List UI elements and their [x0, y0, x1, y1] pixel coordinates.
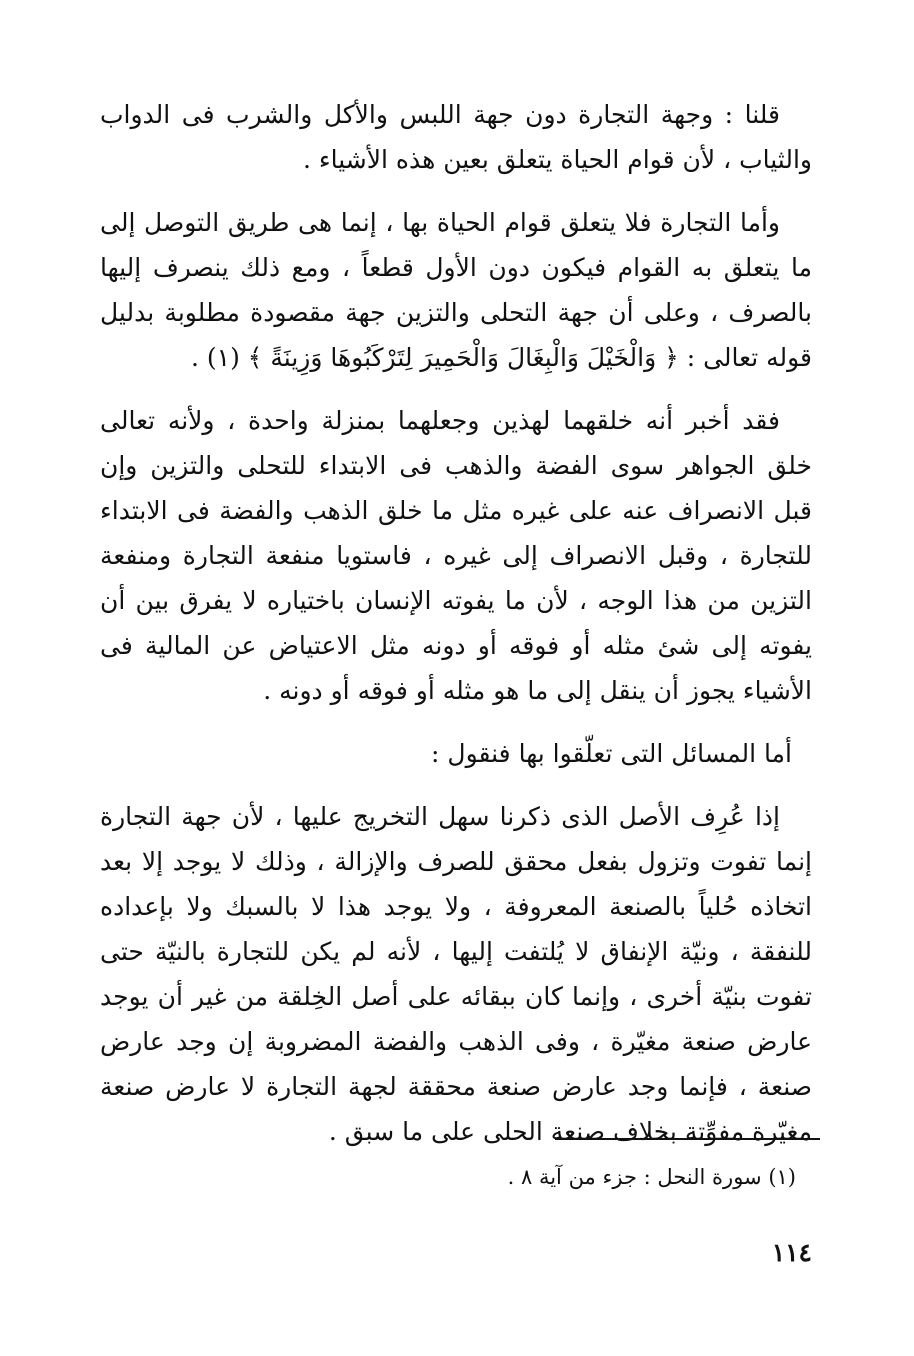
page-number: ١١٤ [771, 1238, 812, 1267]
body-text [100, 92, 812, 1172]
footnote-divider [555, 1138, 820, 1140]
paragraph-5: إذا عُرِف الأصل الذى ذكرنا سهل التخريج عليها ، لأن جهة التجارة إنما تفوت وتزول بفعل محقق للصرف والإزالة ، وذلك لا يوجد إلا بعد اتخاذه حُلياً بالصنعة المعروفة ، ولا يوجد هذا لا بالسبك ولا بإعداده للنفقة ، ونيّة الإنفاق لا يُلتفت إليها ، لأنه لم يكن للتجارة بالنيّة حتى تفوت بنيّة أخرى ، وإنما كان ببقائه على أصل الخِلقة من غير أن يوجد عارض صنعة مغيّرة ، وفى الذهب والفضة المضروبة إن وجد عارض صنعة ، فإنما وجد عارض صنعة محققة لجهة التجارة لا عارض صنعة مغيّرة مفوِّتة بخلاف صنعة الحلى على ما سبق . [100, 802, 813, 1146]
paragraph-1: قلنا : وجهة التجارة دون جهة اللبس والأكل والشرب فى الدواب والثياب ، لأن قوام الحياة يتعلق بعين هذه الأشياء . [100, 100, 812, 174]
paragraph-4: أما المسائل التى تعلّقوا بها فنقول : [431, 739, 792, 768]
paragraph-3: فقد أخبر أنه خلقهما لهذين وجعلهما بمنزلة واحدة ، ولأنه تعالى خلق الجواهر سوى الفضة والذهب فى الابتداء للتحلى والتزين وإن قبل الانصراف عنه على غيره مثل ما خلق الذهب والفضة فى الابتداء للتجارة ، وقبل الانصراف إلى غيره ، فاستويا منفعة التجارة ومنفعة التزين من هذا الوجه ، لأن ما يفوته الإنسان باختياره لا يفرق بين أن يفوته إلى شئ مثله أو فوقه أو دونه مثل الاعتياض عن المالية فى الأشياء يجوز أن ينقل إلى ما هو مثله أو فوقه أو دونه . [100, 406, 812, 705]
paragraph-2: وأما التجارة فلا يتعلق قوام الحياة بها ، إنما هى طريق التوصل إلى ما يتعلق به القوام فيكون دون الأول قطعاً ، ومع ذلك ينصرف إليها بالصرف ، وعلى أن جهة التحلى والتزين جهة مقصودة مطلوبة بدليل قوله تعالى : ﴿ وَالْخَيْلَ وَالْبِغَالَ وَالْحَمِيرَ لِتَرْكَبُوهَا وَزِينَةً ﴾ (١) . [100, 208, 812, 372]
footnote: (١) سورة النحل : جزء من آية ٨ . [507, 1165, 796, 1189]
